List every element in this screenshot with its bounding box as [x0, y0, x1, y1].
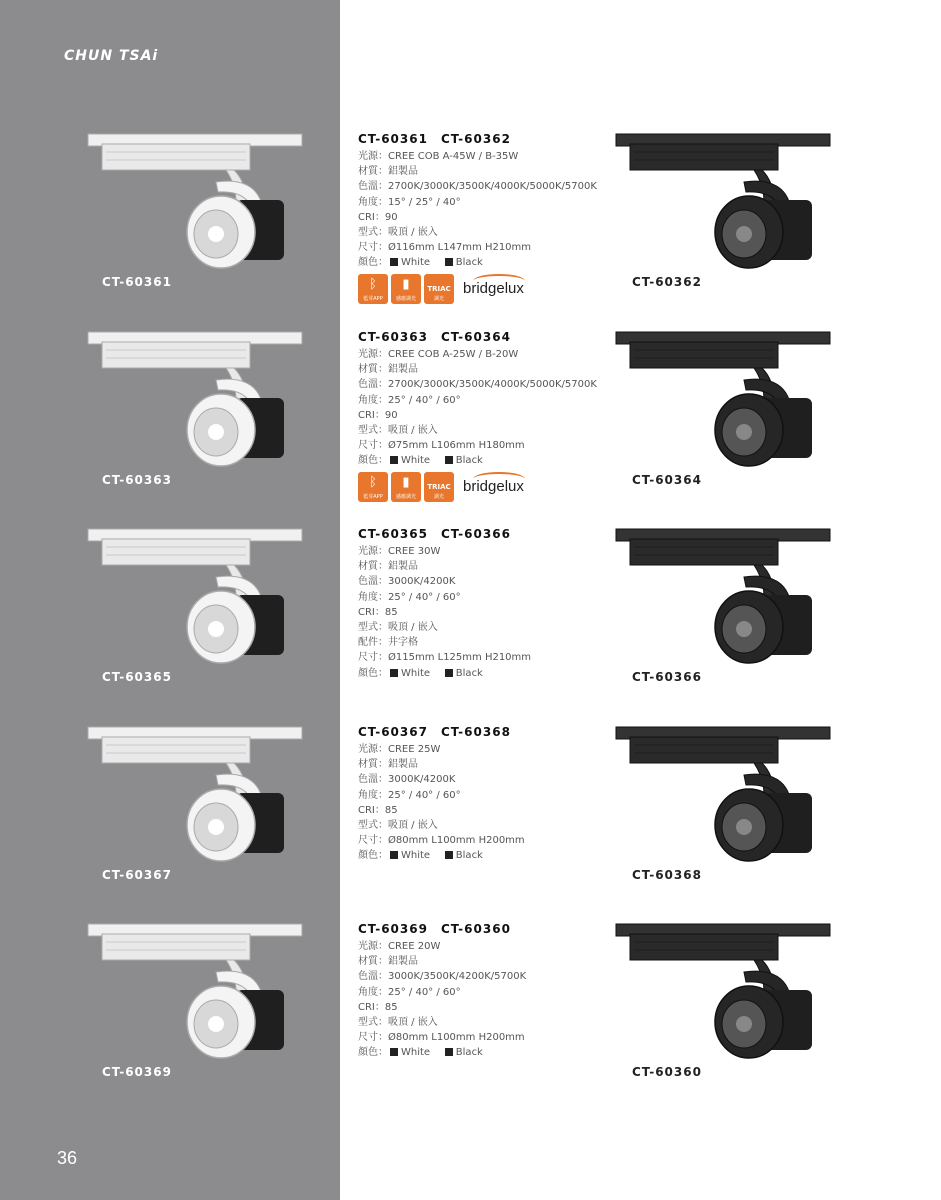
spec-title: CT-60365 CT-60366 [358, 527, 511, 541]
color-label: 顏色： [358, 667, 388, 679]
spec-line: 尺寸：Ø80mm L100mm H200mm [358, 1032, 525, 1044]
spec-line: 角度：25° / 40° / 60° [358, 789, 461, 801]
spec-line: 色溫：3000K/4200K [358, 774, 456, 786]
feature-badge-icon: ▮ 感應調光 [391, 274, 421, 304]
spec-block [358, 328, 608, 502]
product-row [0, 328, 941, 524]
spec-line: 色溫：3000K/4200K [358, 576, 456, 588]
black-label: Black [455, 850, 483, 862]
right-model-label: CT-60366 [632, 670, 702, 684]
white-label: White [401, 850, 431, 862]
white-track-light-image [86, 920, 306, 1080]
product-row [0, 130, 941, 326]
black-track-light-image [614, 920, 834, 1080]
spec-line: 型式：吸頂 / 嵌入 [358, 622, 438, 634]
color-label: 顏色： [358, 850, 388, 862]
black-track-light-image [614, 328, 834, 488]
spec-line: 尺寸：Ø80mm L100mm H200mm [358, 835, 525, 847]
spec-line: 角度：25° / 40° / 60° [358, 591, 461, 603]
left-model-label: CT-60367 [102, 868, 172, 882]
spec-line: 材質：鋁製品 [358, 759, 418, 771]
feature-badge-icon: ▮ 感應調光 [391, 472, 421, 502]
spec-line: CRI：85 [358, 1001, 398, 1013]
spec-title: CT-60363 CT-60364 [358, 330, 511, 344]
spec-block [358, 920, 608, 1061]
feature-badge-icon: ᛒ 藍芽APP [358, 472, 388, 502]
spec-line: 配件：井字格 [358, 637, 418, 649]
spec-line: 角度：25° / 40° / 60° [358, 394, 461, 406]
black-track-light-image [614, 723, 834, 883]
color-options [358, 453, 608, 468]
left-model-label: CT-60361 [102, 275, 172, 289]
color-options [358, 848, 608, 863]
right-model-label: CT-60368 [632, 868, 702, 882]
black-swatch [445, 851, 453, 859]
left-model-label: CT-60365 [102, 670, 172, 684]
black-swatch [445, 258, 453, 266]
spec-line: CRI：90 [358, 409, 398, 421]
left-model-label: CT-60363 [102, 473, 172, 487]
page-number: 36 [57, 1148, 78, 1168]
spec-block [358, 130, 608, 304]
black-track-light-image [614, 130, 834, 290]
brand-logo: CHUN TSAi [64, 48, 159, 64]
spec-line: 型式：吸頂 / 嵌入 [358, 1017, 438, 1029]
white-track-light-image [86, 723, 306, 883]
left-model-label: CT-60369 [102, 1065, 172, 1079]
feature-badges [358, 472, 608, 502]
white-swatch [390, 669, 398, 677]
spec-line: CRI：85 [358, 804, 398, 816]
white-swatch [390, 851, 398, 859]
spec-line: 光源：CREE 25W [358, 744, 441, 755]
right-model-label: CT-60364 [632, 473, 702, 487]
white-track-light-image [86, 328, 306, 488]
feature-badge-icon: TRIAC 調光 [424, 274, 454, 304]
feature-badge-icon: TRIAC 調光 [424, 472, 454, 502]
spec-line: 尺寸：Ø116mm L147mm H210mm [358, 242, 532, 254]
bridgelux-logo: bridgelux [463, 478, 524, 495]
spec-line: 尺寸：Ø115mm L125mm H210mm [358, 652, 532, 664]
white-label: White [401, 1047, 431, 1059]
product-row [0, 723, 941, 919]
black-label: Black [455, 257, 483, 269]
spec-line: 尺寸：Ø75mm L106mm H180mm [358, 440, 525, 452]
spec-line: CRI：90 [358, 211, 398, 223]
spec-line: 光源：CREE COB A-45W / B-35W [358, 151, 519, 162]
spec-title: CT-60367 CT-60368 [358, 725, 511, 739]
spec-line: 光源：CREE 30W [358, 546, 441, 557]
black-label: Black [455, 1047, 483, 1059]
white-swatch [390, 456, 398, 464]
spec-line: CRI：85 [358, 606, 398, 618]
spec-line: 型式：吸頂 / 嵌入 [358, 425, 438, 437]
spec-line: 光源：CREE 20W [358, 941, 441, 952]
product-row [0, 920, 941, 1116]
black-label: Black [455, 667, 483, 679]
spec-line: 材質：鋁製品 [358, 561, 418, 573]
color-options [358, 1045, 608, 1060]
spec-line: 色溫：2700K/3000K/3500K/4000K/5000K/5700K [358, 379, 597, 391]
black-swatch [445, 1048, 453, 1056]
color-options [358, 255, 608, 270]
spec-line: 型式：吸頂 / 嵌入 [358, 820, 438, 832]
color-options [358, 666, 608, 681]
spec-line: 材質：鋁製品 [358, 166, 418, 178]
white-track-light-image [86, 130, 306, 290]
bridgelux-logo: bridgelux [463, 280, 524, 297]
spec-line: 角度：25° / 40° / 60° [358, 986, 461, 998]
black-track-light-image [614, 525, 834, 685]
white-label: White [401, 667, 431, 679]
black-swatch [445, 456, 453, 464]
black-label: Black [455, 455, 483, 467]
feature-badge-icon: ᛒ 藍芽APP [358, 274, 388, 304]
spec-block [358, 723, 608, 864]
color-label: 顏色： [358, 455, 388, 467]
spec-line: 光源：CREE COB A-25W / B-20W [358, 349, 519, 360]
white-swatch [390, 258, 398, 266]
product-row [0, 525, 941, 721]
spec-line: 材質：鋁製品 [358, 364, 418, 376]
spec-title: CT-60369 CT-60360 [358, 922, 511, 936]
spec-block [358, 525, 608, 681]
right-model-label: CT-60360 [632, 1065, 702, 1079]
white-track-light-image [86, 525, 306, 685]
color-label: 顏色： [358, 1047, 388, 1059]
spec-line: 材質：鋁製品 [358, 956, 418, 968]
white-label: White [401, 455, 431, 467]
color-label: 顏色： [358, 257, 388, 269]
spec-title: CT-60361 CT-60362 [358, 132, 511, 146]
white-swatch [390, 1048, 398, 1056]
feature-badges [358, 274, 608, 304]
black-swatch [445, 669, 453, 677]
white-label: White [401, 257, 431, 269]
spec-line: 型式：吸頂 / 嵌入 [358, 227, 438, 239]
spec-line: 色溫：3000K/3500K/4200K/5700K [358, 971, 527, 983]
spec-line: 角度：15° / 25° / 40° [358, 196, 461, 208]
spec-line: 色溫：2700K/3000K/3500K/4000K/5000K/5700K [358, 181, 597, 193]
right-model-label: CT-60362 [632, 275, 702, 289]
